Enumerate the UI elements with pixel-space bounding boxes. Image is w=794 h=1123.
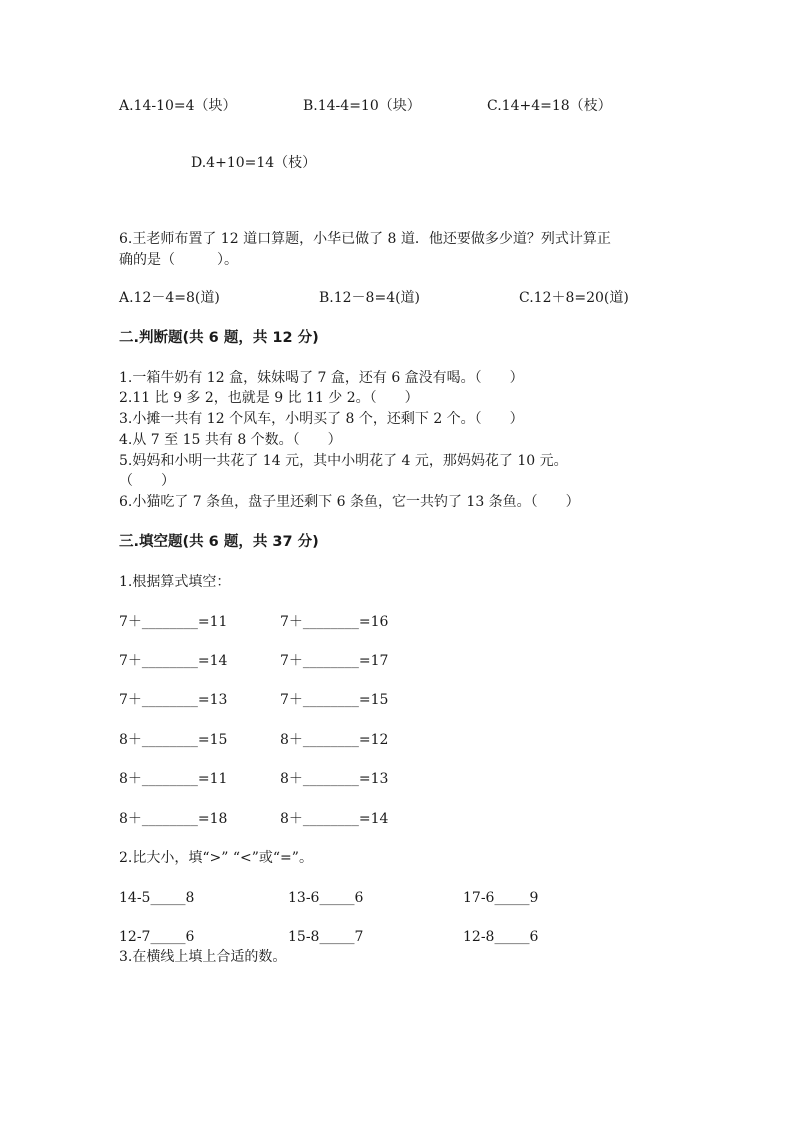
q6-stem-line2: 确的是（ ）。 — [119, 252, 238, 268]
fill-equation: 8＋________=14 — [280, 811, 389, 827]
q6-option-c: C.12＋8=20(道) — [519, 290, 629, 306]
fill-q3-title: 3.在横线上填上合适的数。 — [119, 949, 287, 965]
q5-option-d: D.4+10=14（枝） — [191, 155, 317, 171]
judge-item: 4.从 7 至 15 共有 8 个数。（ ） — [119, 432, 342, 448]
fill-equation: 7＋________=16 — [280, 614, 389, 630]
q5-option-b: B.14-4=10（块） — [303, 98, 421, 114]
fill-equation: 8＋________=13 — [280, 771, 389, 787]
q5-option-c: C.14+4=18（枝） — [487, 98, 612, 114]
compare-item: 15-8_____7 — [288, 929, 364, 945]
judge-item: 3.小摊一共有 12 个风车，小明买了 8 个，还剩下 2 个。（ ） — [119, 411, 524, 427]
fill-equation: 7＋________=15 — [280, 692, 389, 708]
fill-equation: 8＋________=15 — [119, 732, 228, 748]
fill-equation: 7＋________=13 — [119, 692, 228, 708]
q6-option-a: A.12－4=8(道) — [119, 290, 220, 306]
fill-equation: 7＋________=11 — [119, 614, 228, 630]
fill-equation: 7＋________=17 — [280, 653, 389, 669]
compare-item: 12-8_____6 — [463, 929, 539, 945]
judge-item: 1.一箱牛奶有 12 盒，妹妹喝了 7 盒，还有 6 盒没有喝。（ ） — [119, 370, 524, 386]
q5-option-a: A.14-10=4（块） — [119, 98, 237, 114]
section2-heading: 二.判断题(共 6 题，共 12 分) — [119, 330, 319, 346]
judge-item: 2.11 比 9 多 2，也就是 9 比 11 少 2。（ ） — [119, 390, 419, 406]
fill-equation: 8＋________=11 — [119, 771, 228, 787]
compare-item: 14-5_____8 — [119, 890, 195, 906]
section3-heading: 三.填空题(共 6 题，共 37 分) — [119, 534, 319, 550]
judge-item: 5.妈妈和小明一共花了 14 元，其中小明花了 4 元，那妈妈花了 10 元。 — [119, 453, 568, 469]
fill-equation: 8＋________=18 — [119, 811, 228, 827]
q6-stem-line1: 6.王老师布置了 12 道口算题，小华已做了 8 道．他还要做多少道？列式计算正 — [119, 231, 611, 247]
compare-item: 17-6_____9 — [463, 890, 539, 906]
fill-equation: 7＋________=14 — [119, 653, 228, 669]
fill-q2-title: 2.比大小，填“>” “<”或“=”。 — [119, 850, 313, 866]
compare-item: 13-6_____6 — [288, 890, 364, 906]
q6-option-b: B.12－8=4(道) — [319, 290, 421, 306]
compare-item: 12-7_____6 — [119, 929, 195, 945]
judge-item: 6.小猫吃了 7 条鱼，盘子里还剩下 6 条鱼，它一共钓了 13 条鱼。（ ） — [119, 494, 580, 510]
judge-item-answer-paren: （ ） — [119, 473, 175, 489]
fill-equation: 8＋________=12 — [280, 732, 389, 748]
fill-q1-title: 1.根据算式填空： — [119, 574, 231, 590]
